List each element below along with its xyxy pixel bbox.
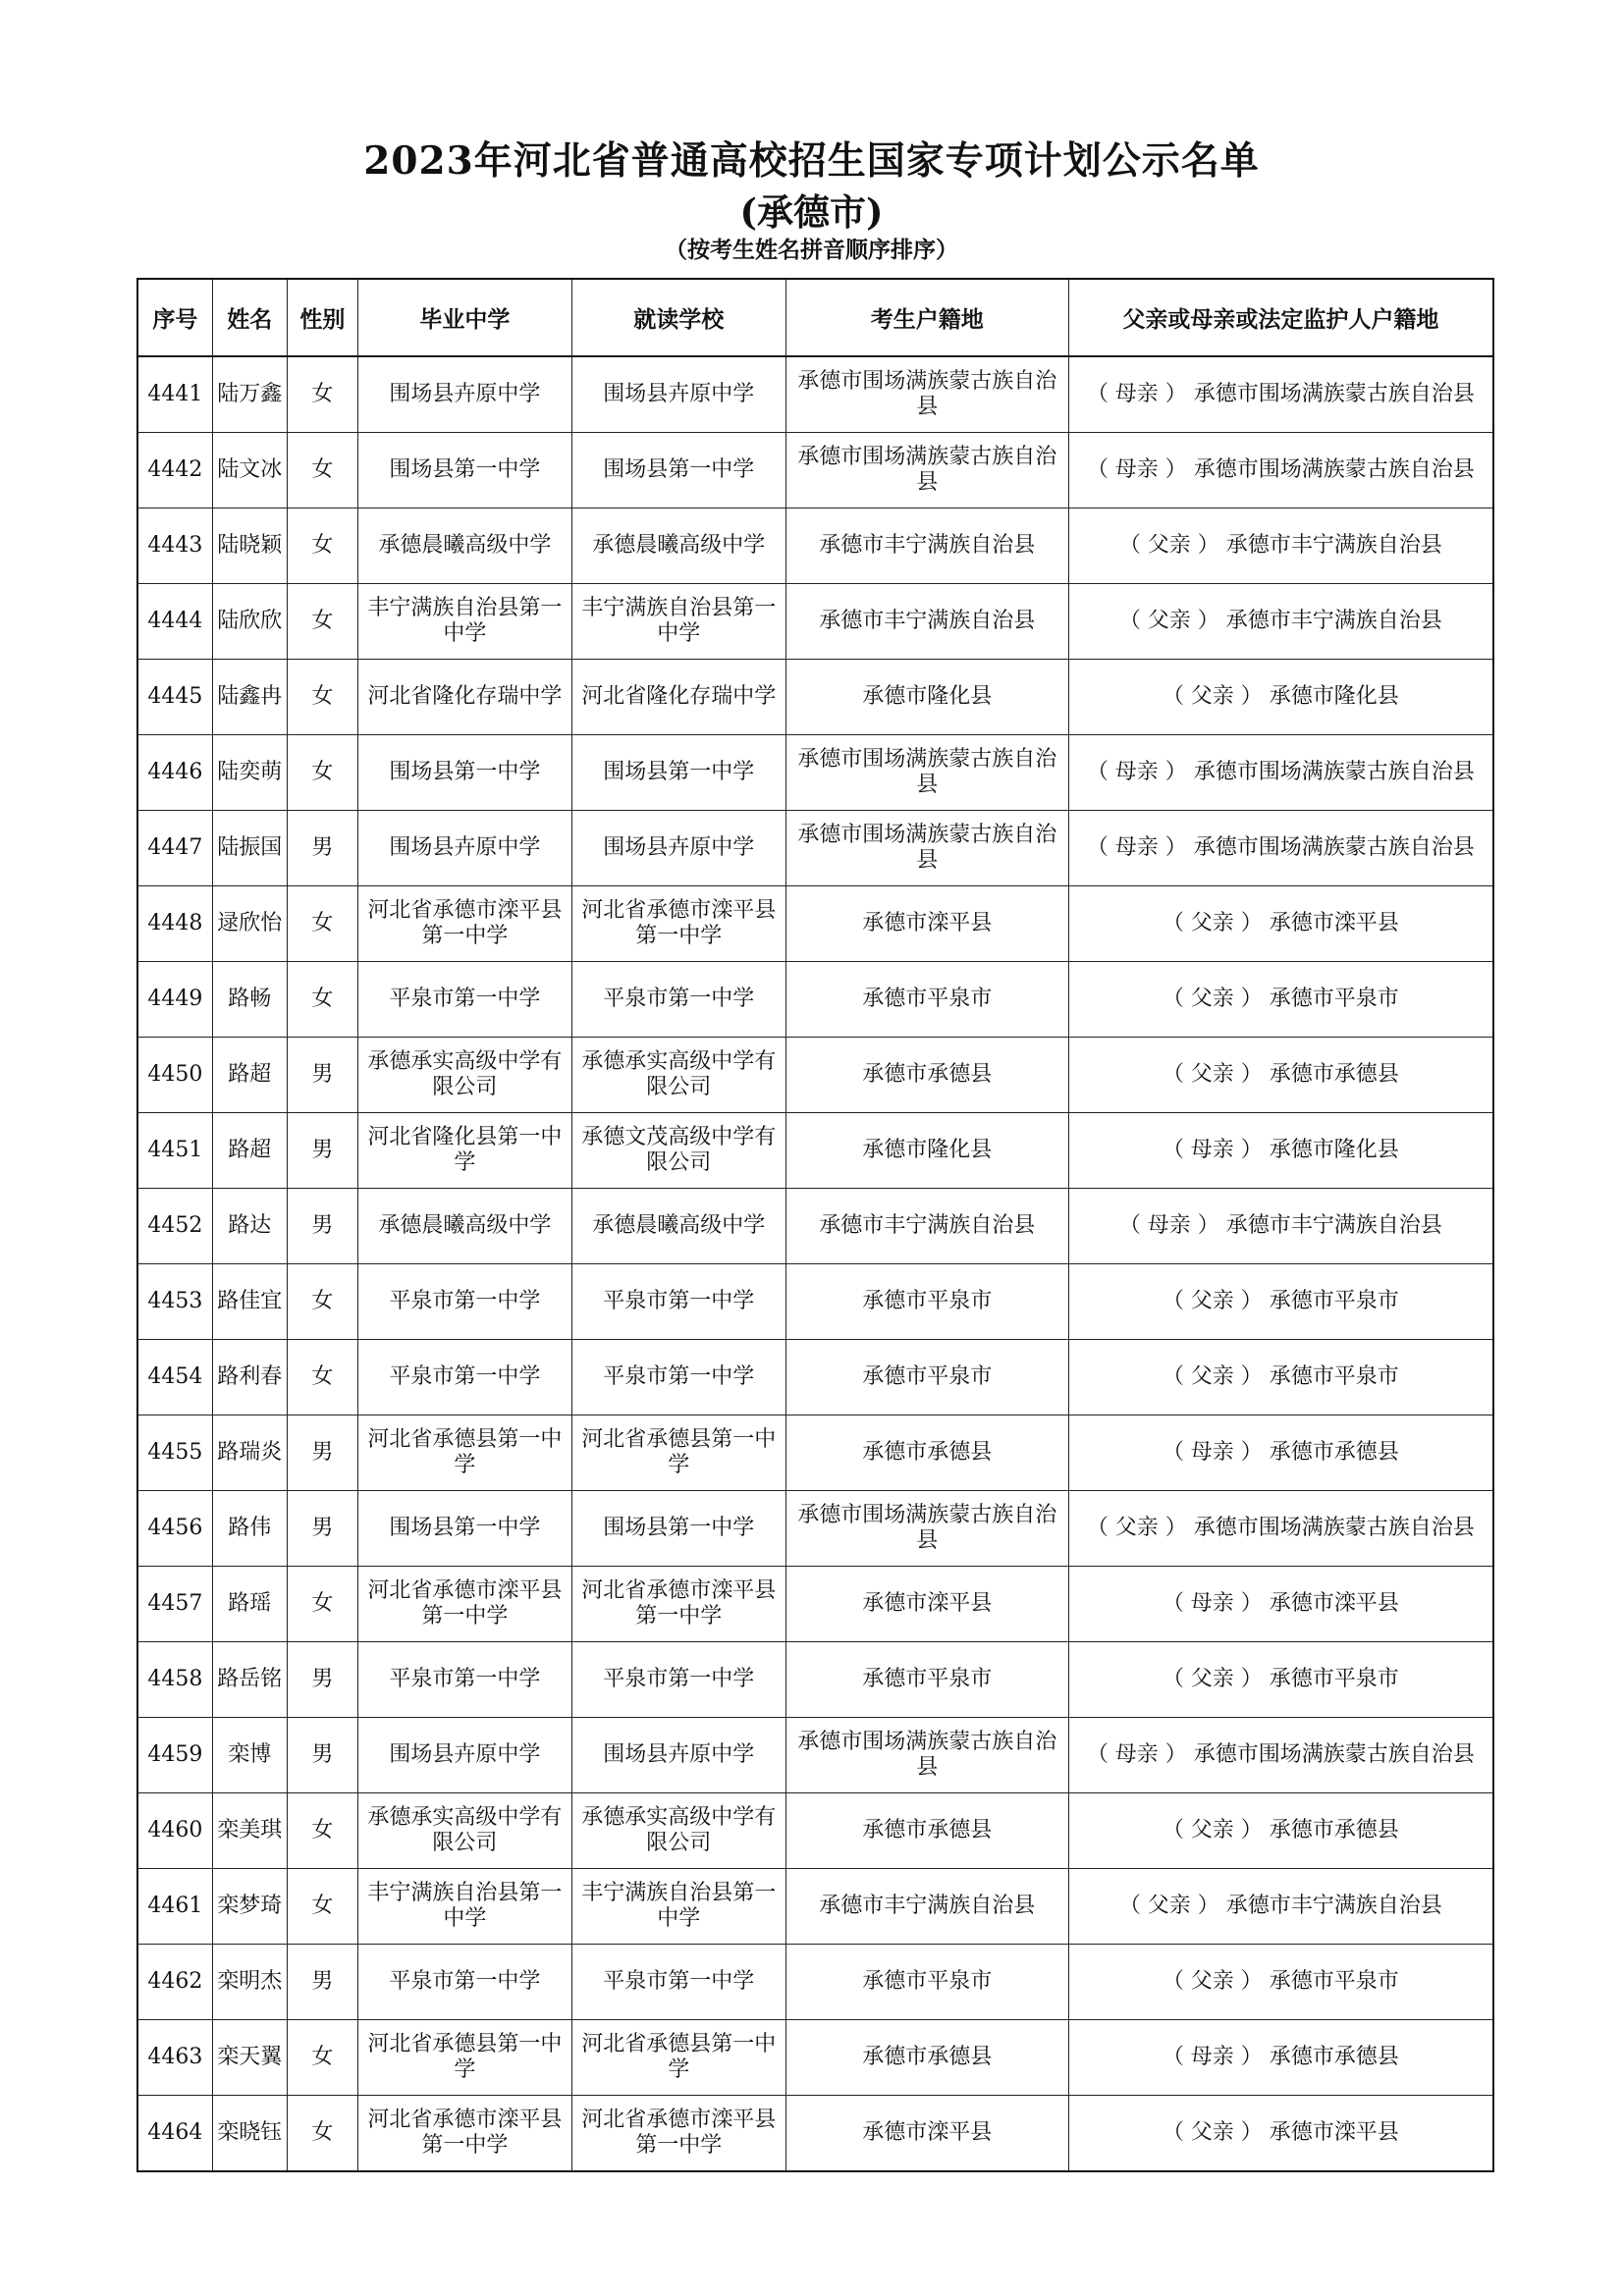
cell-name: 栾美琪: [212, 1793, 287, 1869]
table-row: [137, 1415, 1493, 1491]
cell-current-school: 承德晨曦高级中学: [571, 1189, 785, 1264]
cell-hukou: 承德市丰宁满族自治县: [785, 584, 1068, 660]
cell-gender: 女: [287, 660, 357, 735]
cell-gender: 女: [287, 1793, 357, 1869]
cell-current-school: 承德承实高级中学有限公司: [571, 1038, 785, 1113]
cell-guardian-hukou: （ 父亲 ） 承德市平泉市: [1068, 1340, 1493, 1415]
cell-gender: 男: [287, 1189, 357, 1264]
cell-grad-school: 承德承实高级中学有限公司: [357, 1038, 571, 1113]
cell-guardian-hukou: （ 母亲 ） 承德市承德县: [1068, 2020, 1493, 2096]
page-subtitle: (承德市): [739, 190, 884, 234]
table-row: [137, 660, 1493, 735]
cell-current-school: 河北省承德市滦平县第一中学: [571, 886, 785, 962]
cell-current-school: 平泉市第一中学: [571, 962, 785, 1038]
cell-seq: 4441: [137, 356, 212, 433]
cell-gender: 女: [287, 2096, 357, 2172]
cell-gender: 男: [287, 1945, 357, 2020]
cell-grad-school: 承德晨曦高级中学: [357, 508, 571, 584]
cell-grad-school: 河北省承德市滦平县第一中学: [357, 2096, 571, 2172]
cell-guardian-hukou: （ 父亲 ） 承德市滦平县: [1068, 2096, 1493, 2172]
cell-name: 路超: [212, 1113, 287, 1189]
cell-seq: 4451: [137, 1113, 212, 1189]
table-row: [137, 1642, 1493, 1718]
cell-name: 陆万鑫: [212, 356, 287, 433]
table-row: [137, 811, 1493, 886]
cell-current-school: 围场县卉原中学: [571, 1718, 785, 1793]
cell-guardian-hukou: （ 父亲 ） 承德市平泉市: [1068, 1642, 1493, 1718]
cell-seq: 4442: [137, 433, 212, 508]
cell-grad-school: 围场县卉原中学: [357, 356, 571, 433]
cell-current-school: 平泉市第一中学: [571, 1264, 785, 1340]
header-gender: 性别: [287, 279, 357, 356]
cell-gender: 女: [287, 1340, 357, 1415]
cell-seq: 4456: [137, 1491, 212, 1567]
candidate-table: [136, 278, 1494, 2172]
cell-hukou: 承德市围场满族蒙古族自治县: [785, 811, 1068, 886]
cell-name: 路超: [212, 1038, 287, 1113]
cell-seq: 4453: [137, 1264, 212, 1340]
cell-grad-school: 丰宁满族自治县第一中学: [357, 584, 571, 660]
cell-gender: 男: [287, 1642, 357, 1718]
table-row: [137, 1491, 1493, 1567]
cell-guardian-hukou: （ 母亲 ） 承德市围场满族蒙古族自治县: [1068, 433, 1493, 508]
cell-seq: 4449: [137, 962, 212, 1038]
cell-hukou: 承德市平泉市: [785, 962, 1068, 1038]
cell-grad-school: 承德承实高级中学有限公司: [357, 1793, 571, 1869]
cell-gender: 女: [287, 1264, 357, 1340]
cell-seq: 4458: [137, 1642, 212, 1718]
cell-gender: 女: [287, 508, 357, 584]
table-row: [137, 1869, 1493, 1945]
table-row: [137, 886, 1493, 962]
cell-guardian-hukou: （ 母亲 ） 承德市滦平县: [1068, 1567, 1493, 1642]
cell-guardian-hukou: （ 母亲 ） 承德市承德县: [1068, 1415, 1493, 1491]
cell-guardian-hukou: （ 母亲 ） 承德市围场满族蒙古族自治县: [1068, 356, 1493, 433]
cell-hukou: 承德市丰宁满族自治县: [785, 1869, 1068, 1945]
cell-seq: 4443: [137, 508, 212, 584]
cell-hukou: 承德市承德县: [785, 2020, 1068, 2096]
cell-gender: 女: [287, 356, 357, 433]
cell-guardian-hukou: （ 父亲 ） 承德市平泉市: [1068, 962, 1493, 1038]
cell-guardian-hukou: （ 父亲 ） 承德市围场满族蒙古族自治县: [1068, 1491, 1493, 1567]
cell-current-school: 围场县第一中学: [571, 1491, 785, 1567]
cell-name: 栾博: [212, 1718, 287, 1793]
table-row: [137, 1113, 1493, 1189]
cell-current-school: 承德晨曦高级中学: [571, 508, 785, 584]
cell-grad-school: 河北省承德县第一中学: [357, 2020, 571, 2096]
cell-name: 陆文冰: [212, 433, 287, 508]
cell-hukou: 承德市承德县: [785, 1793, 1068, 1869]
cell-current-school: 河北省承德市滦平县第一中学: [571, 2096, 785, 2172]
header-grad-school: 毕业中学: [357, 279, 571, 356]
cell-grad-school: 河北省承德市滦平县第一中学: [357, 1567, 571, 1642]
cell-grad-school: 平泉市第一中学: [357, 1642, 571, 1718]
cell-gender: 女: [287, 584, 357, 660]
cell-gender: 男: [287, 811, 357, 886]
cell-name: 路达: [212, 1189, 287, 1264]
cell-grad-school: 平泉市第一中学: [357, 962, 571, 1038]
table-row: [137, 1945, 1493, 2020]
cell-grad-school: 围场县第一中学: [357, 735, 571, 811]
table-row: [137, 1189, 1493, 1264]
cell-gender: 女: [287, 735, 357, 811]
cell-name: 陆振国: [212, 811, 287, 886]
cell-current-school: 围场县第一中学: [571, 433, 785, 508]
header-current-school: 就读学校: [571, 279, 785, 356]
cell-grad-school: 围场县第一中学: [357, 433, 571, 508]
cell-hukou: 承德市平泉市: [785, 1340, 1068, 1415]
cell-grad-school: 平泉市第一中学: [357, 1945, 571, 2020]
cell-current-school: 平泉市第一中学: [571, 1340, 785, 1415]
cell-guardian-hukou: （ 父亲 ） 承德市平泉市: [1068, 1264, 1493, 1340]
cell-current-school: 平泉市第一中学: [571, 1945, 785, 2020]
cell-grad-school: 平泉市第一中学: [357, 1340, 571, 1415]
cell-guardian-hukou: （ 父亲 ） 承德市丰宁满族自治县: [1068, 508, 1493, 584]
table-row: [137, 2096, 1493, 2172]
cell-guardian-hukou: （ 父亲 ） 承德市平泉市: [1068, 1945, 1493, 2020]
cell-current-school: 平泉市第一中学: [571, 1642, 785, 1718]
cell-current-school: 承德承实高级中学有限公司: [571, 1793, 785, 1869]
cell-grad-school: 河北省隆化存瑞中学: [357, 660, 571, 735]
cell-seq: 4444: [137, 584, 212, 660]
cell-name: 逯欣怡: [212, 886, 287, 962]
cell-seq: 4457: [137, 1567, 212, 1642]
cell-guardian-hukou: （ 父亲 ） 承德市滦平县: [1068, 886, 1493, 962]
cell-guardian-hukou: （ 父亲 ） 承德市隆化县: [1068, 660, 1493, 735]
table-row: [137, 1718, 1493, 1793]
cell-grad-school: 承德晨曦高级中学: [357, 1189, 571, 1264]
table-row: [137, 508, 1493, 584]
cell-grad-school: 围场县第一中学: [357, 1491, 571, 1567]
table-row: [137, 356, 1493, 433]
cell-hukou: 承德市围场满族蒙古族自治县: [785, 1491, 1068, 1567]
cell-name: 栾天翼: [212, 2020, 287, 2096]
cell-grad-school: 丰宁满族自治县第一中学: [357, 1869, 571, 1945]
cell-guardian-hukou: （ 父亲 ） 承德市承德县: [1068, 1793, 1493, 1869]
cell-guardian-hukou: （ 母亲 ） 承德市围场满族蒙古族自治县: [1068, 735, 1493, 811]
cell-current-school: 河北省承德县第一中学: [571, 1415, 785, 1491]
cell-grad-school: 河北省承德市滦平县第一中学: [357, 886, 571, 962]
cell-grad-school: 河北省隆化县第一中学: [357, 1113, 571, 1189]
cell-current-school: 河北省隆化存瑞中学: [571, 660, 785, 735]
cell-guardian-hukou: （ 父亲 ） 承德市承德县: [1068, 1038, 1493, 1113]
page-title: 2023年河北省普通高校招生国家专项计划公示名单: [363, 138, 1260, 184]
cell-seq: 4448: [137, 886, 212, 962]
cell-hukou: 承德市隆化县: [785, 1113, 1068, 1189]
cell-gender: 女: [287, 886, 357, 962]
cell-gender: 女: [287, 1567, 357, 1642]
cell-seq: 4447: [137, 811, 212, 886]
table-row: [137, 2020, 1493, 2096]
cell-current-school: 河北省承德市滦平县第一中学: [571, 1567, 785, 1642]
cell-current-school: 丰宁满族自治县第一中学: [571, 1869, 785, 1945]
cell-gender: 女: [287, 1869, 357, 1945]
cell-gender: 男: [287, 1718, 357, 1793]
cell-name: 路利春: [212, 1340, 287, 1415]
cell-hukou: 承德市承德县: [785, 1038, 1068, 1113]
table-row: [137, 735, 1493, 811]
cell-name: 路瑞炎: [212, 1415, 287, 1491]
cell-name: 路佳宜: [212, 1264, 287, 1340]
cell-name: 陆鑫冉: [212, 660, 287, 735]
cell-current-school: 围场县卉原中学: [571, 811, 785, 886]
table-row: [137, 433, 1493, 508]
cell-name: 陆晓颖: [212, 508, 287, 584]
cell-hukou: 承德市围场满族蒙古族自治县: [785, 356, 1068, 433]
table-row: [137, 1793, 1493, 1869]
cell-hukou: 承德市滦平县: [785, 1567, 1068, 1642]
cell-seq: 4455: [137, 1415, 212, 1491]
cell-grad-school: 围场县卉原中学: [357, 811, 571, 886]
cell-guardian-hukou: （ 母亲 ） 承德市隆化县: [1068, 1113, 1493, 1189]
cell-seq: 4460: [137, 1793, 212, 1869]
header-hukou: 考生户籍地: [785, 279, 1068, 356]
cell-name: 栾明杰: [212, 1945, 287, 2020]
header-seq: 序号: [137, 279, 212, 356]
cell-guardian-hukou: （ 母亲 ） 承德市丰宁满族自治县: [1068, 1189, 1493, 1264]
cell-grad-school: 河北省承德县第一中学: [357, 1415, 571, 1491]
cell-guardian-hukou: （ 母亲 ） 承德市围场满族蒙古族自治县: [1068, 811, 1493, 886]
cell-seq: 4450: [137, 1038, 212, 1113]
cell-gender: 男: [287, 1415, 357, 1491]
table-row: [137, 1340, 1493, 1415]
cell-guardian-hukou: （ 父亲 ） 承德市丰宁满族自治县: [1068, 584, 1493, 660]
cell-hukou: 承德市围场满族蒙古族自治县: [785, 433, 1068, 508]
cell-guardian-hukou: （ 母亲 ） 承德市围场满族蒙古族自治县: [1068, 1718, 1493, 1793]
cell-seq: 4461: [137, 1869, 212, 1945]
header-guardian-hukou: 父亲或母亲或法定监护人户籍地: [1068, 279, 1493, 356]
cell-hukou: 承德市围场满族蒙古族自治县: [785, 1718, 1068, 1793]
cell-hukou: 承德市丰宁满族自治县: [785, 1189, 1068, 1264]
cell-gender: 男: [287, 1491, 357, 1567]
cell-gender: 男: [287, 1038, 357, 1113]
cell-hukou: 承德市平泉市: [785, 1264, 1068, 1340]
header-name: 姓名: [212, 279, 287, 356]
cell-hukou: 承德市滦平县: [785, 886, 1068, 962]
cell-name: 陆奕萌: [212, 735, 287, 811]
cell-hukou: 承德市围场满族蒙古族自治县: [785, 735, 1068, 811]
cell-hukou: 承德市丰宁满族自治县: [785, 508, 1068, 584]
cell-grad-school: 平泉市第一中学: [357, 1264, 571, 1340]
table-row: [137, 1264, 1493, 1340]
cell-seq: 4463: [137, 2020, 212, 2096]
cell-current-school: 围场县卉原中学: [571, 356, 785, 433]
cell-name: 栾晓钰: [212, 2096, 287, 2172]
cell-seq: 4452: [137, 1189, 212, 1264]
cell-current-school: 承德文茂高级中学有限公司: [571, 1113, 785, 1189]
cell-hukou: 承德市滦平县: [785, 2096, 1068, 2172]
cell-seq: 4464: [137, 2096, 212, 2172]
cell-seq: 4462: [137, 1945, 212, 2020]
cell-seq: 4459: [137, 1718, 212, 1793]
cell-hukou: 承德市平泉市: [785, 1945, 1068, 2020]
cell-grad-school: 围场县卉原中学: [357, 1718, 571, 1793]
table-row: [137, 962, 1493, 1038]
table-body: [137, 356, 1493, 2171]
cell-current-school: 围场县第一中学: [571, 735, 785, 811]
cell-gender: 女: [287, 2020, 357, 2096]
cell-hukou: 承德市承德县: [785, 1415, 1068, 1491]
cell-seq: 4445: [137, 660, 212, 735]
cell-seq: 4446: [137, 735, 212, 811]
cell-name: 栾梦琦: [212, 1869, 287, 1945]
cell-name: 路畅: [212, 962, 287, 1038]
cell-current-school: 丰宁满族自治县第一中学: [571, 584, 785, 660]
cell-name: 陆欣欣: [212, 584, 287, 660]
cell-seq: 4454: [137, 1340, 212, 1415]
cell-current-school: 河北省承德县第一中学: [571, 2020, 785, 2096]
cell-name: 路岳铭: [212, 1642, 287, 1718]
cell-gender: 男: [287, 1113, 357, 1189]
cell-hukou: 承德市隆化县: [785, 660, 1068, 735]
table-header-row: [137, 279, 1493, 356]
cell-gender: 女: [287, 962, 357, 1038]
cell-hukou: 承德市平泉市: [785, 1642, 1068, 1718]
table-row: [137, 1038, 1493, 1113]
cell-guardian-hukou: （ 父亲 ） 承德市丰宁满族自治县: [1068, 1869, 1493, 1945]
cell-name: 路伟: [212, 1491, 287, 1567]
cell-gender: 女: [287, 433, 357, 508]
cell-name: 路瑶: [212, 1567, 287, 1642]
sort-note: （按考生姓名拼音顺序排序）: [665, 238, 958, 263]
table-row: [137, 1567, 1493, 1642]
table-row: [137, 584, 1493, 660]
